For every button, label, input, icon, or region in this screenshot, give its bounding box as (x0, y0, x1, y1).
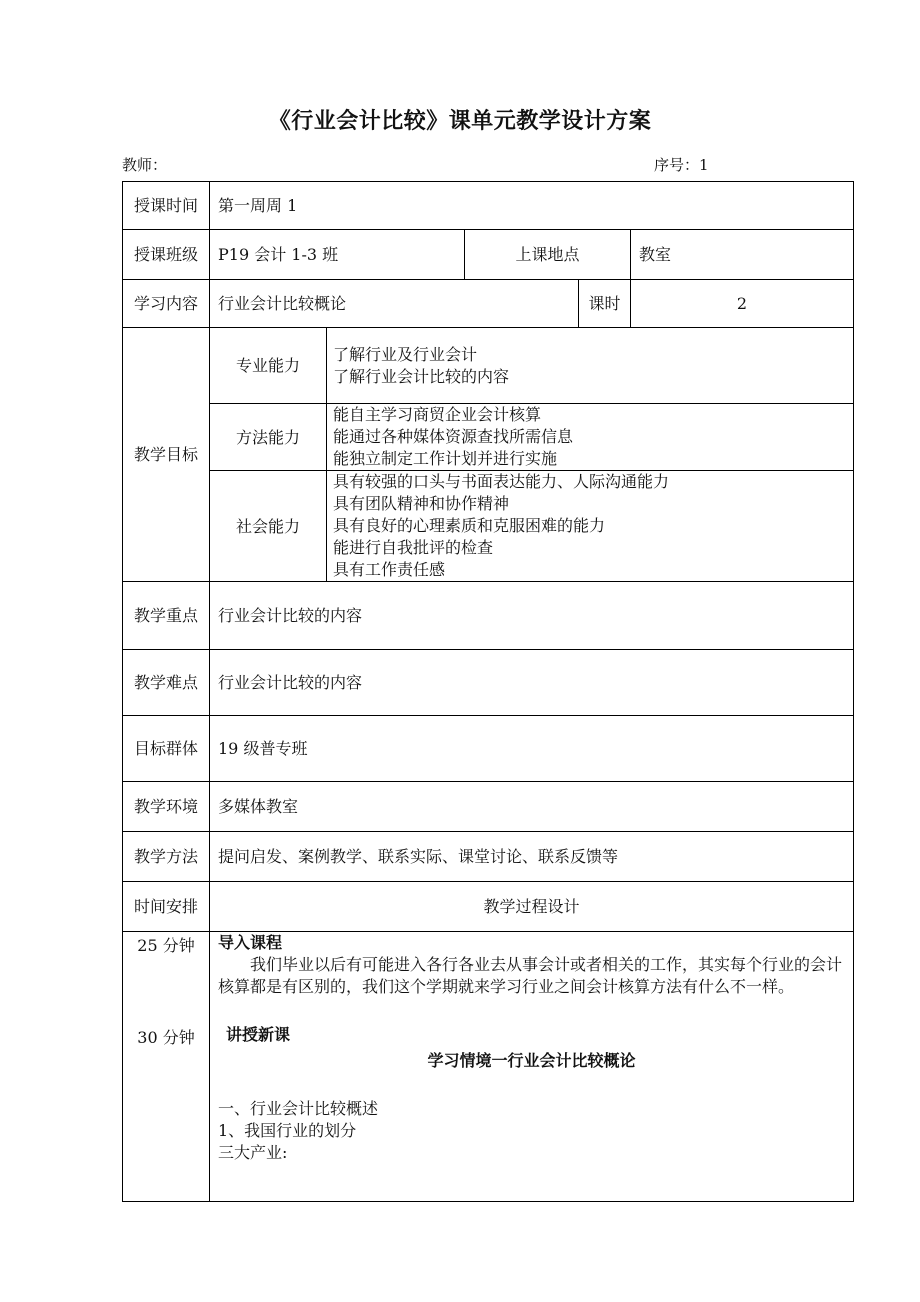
serial-label: 序号：1 (654, 156, 709, 174)
group-value: 19 级普专班 (210, 716, 854, 782)
key-value: 行业会计比较的内容 (210, 582, 854, 650)
time-value: 第一周周 1 (210, 182, 854, 230)
key-label: 教学重点 (123, 582, 210, 650)
section-1-2: 三大产业: (218, 1143, 288, 1162)
objective-item: 了解行业会计比较的内容 (333, 366, 510, 386)
lesson-plan-table (122, 181, 854, 1202)
time-slot-1: 25 分钟 (137, 936, 195, 955)
process-times (123, 932, 210, 1202)
row-method (123, 832, 854, 882)
row-environment (123, 782, 854, 832)
intro-text: 我们毕业以后有可能进入各行各业去从事会计或者相关的工作，其实每个行业的会计核算都是有区别的，我们这个学期就来学习行业之间会计核算方法有什么不一样。 (218, 955, 843, 996)
row-objective-professional (123, 328, 854, 404)
objective-professional-items (327, 328, 854, 404)
row-class (123, 230, 854, 280)
class-label: 授课班级 (123, 230, 210, 280)
objective-social-items (327, 471, 854, 582)
content-value: 行业会计比较概论 (210, 280, 579, 328)
method-label: 教学方法 (123, 832, 210, 882)
objective-item: 能进行自我批评的检查 (333, 538, 494, 557)
hours-label: 课时 (579, 280, 631, 328)
new-heading: 讲授新课 (226, 1025, 291, 1044)
row-content (123, 280, 854, 328)
env-value: 多媒体教室 (210, 782, 854, 832)
objective-item: 具有良好的心理素质和克服困难的能力 (333, 516, 606, 535)
objective-item: 具有较强的口头与书面表达能力、人际沟通能力 (333, 472, 670, 491)
schedule-label: 时间安排 (123, 882, 210, 932)
objective-item: 具有工作责任感 (333, 560, 446, 579)
group-label: 目标群体 (123, 716, 210, 782)
process-label: 教学过程设计 (210, 882, 854, 932)
row-schedule-header (123, 882, 854, 932)
location-label: 上课地点 (465, 230, 631, 280)
row-target-group (123, 716, 854, 782)
content-label: 学习内容 (123, 280, 210, 328)
teacher-label: 教师： (122, 156, 168, 174)
location-value: 教室 (631, 230, 854, 280)
row-process (123, 932, 854, 1202)
page-title: 《行业会计比较》课单元教学设计方案 (268, 109, 652, 134)
hours-value: 2 (631, 280, 854, 328)
objective-social-label: 社会能力 (210, 471, 327, 582)
row-difficulty (123, 650, 854, 716)
objective-method-items (327, 404, 854, 471)
objective-item: 了解行业及行业会计 (333, 344, 478, 364)
class-value: P19 会计 1-3 班 (210, 230, 465, 280)
difficulty-label: 教学难点 (123, 650, 210, 716)
intro-heading: 导入课程 (218, 933, 283, 952)
difficulty-value: 行业会计比较的内容 (210, 650, 854, 716)
env-label: 教学环境 (123, 782, 210, 832)
time-slot-2: 30 分钟 (137, 1028, 195, 1047)
method-value: 提问启发、案例教学、联系实际、课堂讨论、联系反馈等 (210, 832, 854, 882)
objective-method-label: 方法能力 (210, 404, 327, 471)
row-objective-social (123, 471, 854, 582)
objective-item: 能通过各种媒体资源查找所需信息 (333, 427, 574, 446)
objective-label: 教学目标 (123, 328, 210, 582)
objective-item: 能自主学习商贸企业会计核算 (333, 405, 542, 424)
situation-title: 学习情境一行业会计比较概论 (427, 1051, 636, 1070)
section-1: 一、行业会计比较概述 (218, 1099, 379, 1118)
row-key-point (123, 582, 854, 650)
objective-item: 具有团队精神和协作精神 (333, 494, 510, 513)
section-1-1: 1、我国行业的划分 (218, 1121, 357, 1140)
objective-professional-label: 专业能力 (210, 328, 327, 404)
process-content (210, 932, 854, 1202)
row-objective-method (123, 404, 854, 471)
time-label: 授课时间 (123, 182, 210, 230)
objective-item: 能独立制定工作计划并进行实施 (333, 449, 558, 468)
row-time (123, 182, 854, 230)
